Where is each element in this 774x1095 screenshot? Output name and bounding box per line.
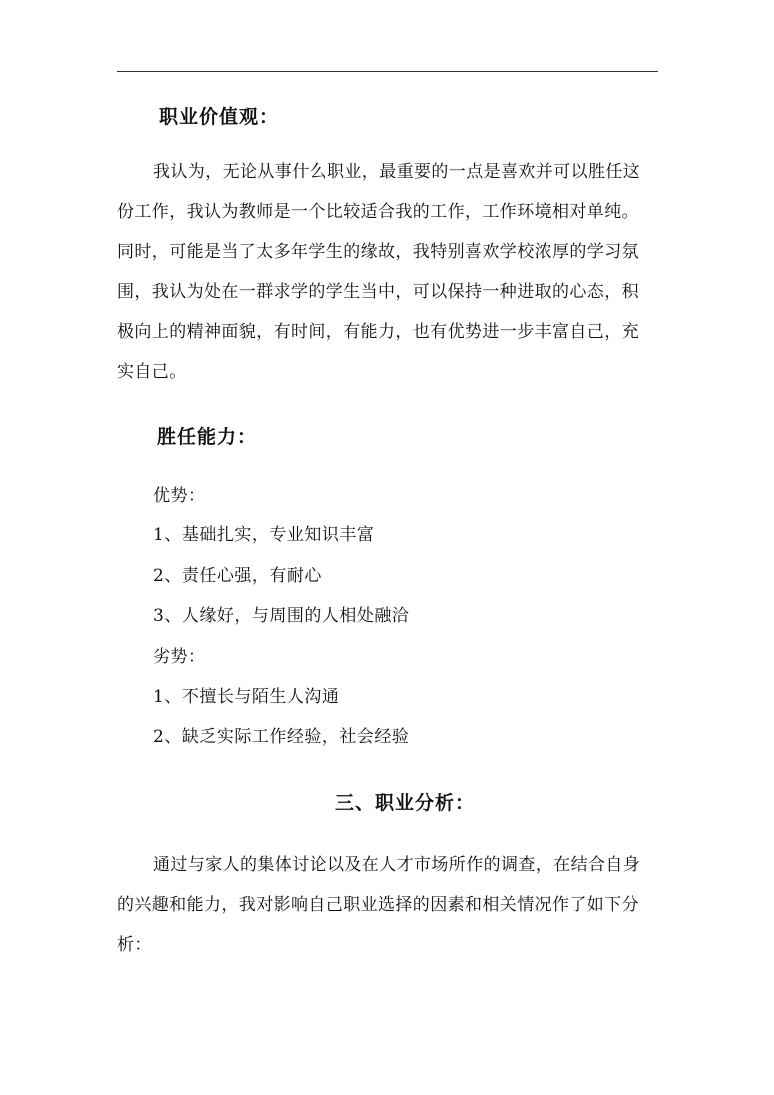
paragraph-line: 的兴趣和能力，我对影响自己职业选择的因素和相关情况作了如下分	[117, 895, 639, 915]
header-rule	[117, 71, 658, 72]
paragraph-line: 极向上的精神面貌，有时间，有能力，也有优势进一步丰富自己，充	[117, 322, 639, 342]
paragraph-line: 析：	[117, 935, 152, 955]
strengths-label: 优势：	[153, 486, 206, 506]
paragraph-line: 我认为，无论从事什么职业，最重要的一点是喜欢并可以胜任这	[153, 162, 641, 182]
list-item: 2、缺乏实际工作经验，社会经验	[153, 727, 410, 747]
list-item: 3、人缘好，与周围的人相处融洽	[153, 606, 410, 626]
list-item: 1、基础扎实，专业知识丰富	[153, 525, 375, 545]
list-item: 1、不擅长与陌生人沟通	[153, 687, 340, 707]
weaknesses-label: 劣势：	[153, 647, 206, 667]
heading-career-values: 职业价值观：	[159, 106, 280, 128]
paragraph-line: 同时，可能是当了太多年学生的缘故，我特别喜欢学校浓厚的学习氛	[117, 242, 639, 262]
paragraph-line: 实自己。	[117, 362, 187, 382]
heading-competency: 胜任能力：	[157, 426, 258, 448]
paragraph-career-values	[117, 152, 658, 392]
paragraph-line: 围，我认为处在一群求学的学生当中，可以保持一种进取的心态，积	[117, 282, 639, 302]
paragraph-career-analysis	[117, 845, 658, 965]
list-item: 2、责任心强，有耐心	[153, 566, 322, 586]
paragraph-line: 份工作，我认为教师是一个比较适合我的工作，工作环境相对单纯。	[117, 202, 639, 222]
paragraph-line: 通过与家人的集体讨论以及在人才市场所作的调查，在结合自身	[153, 855, 641, 875]
heading-career-analysis: 三、职业分析：	[335, 792, 476, 814]
